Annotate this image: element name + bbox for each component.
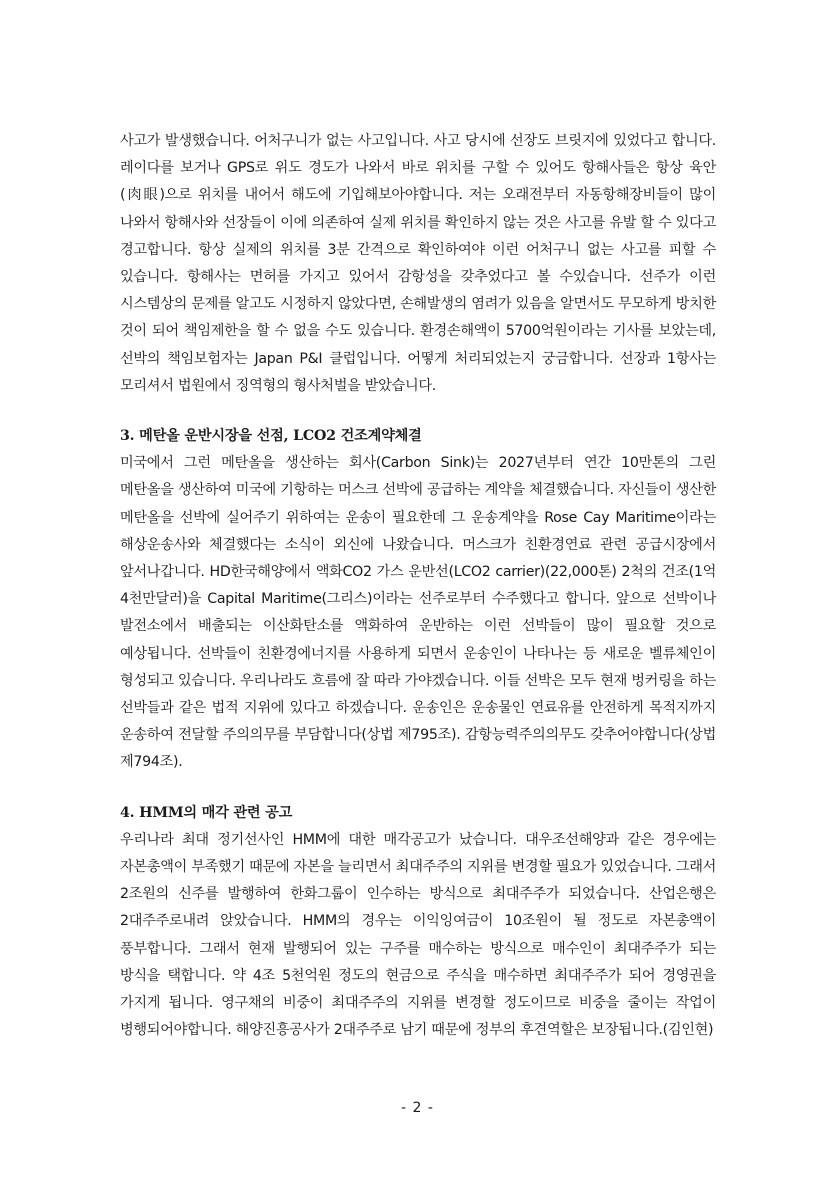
section-gap [120,777,716,800]
intro-paragraph: 사고가 발생했습니다. 어처구니가 없는 사고입니다. 사고 당시에 선장도 브릿지에 있었다고 합니다. 레이다를 보거나 GPS로 위도 경도가 나와서 바로 위치를 구할 수 있어도 항해사들은 항상 육안(肉眼)으로 위치를 내어서 해도에 기입해보아야합니다. 저는 오래전부터 자동항해장비들이 많이 나와서 항해사와 선장들이 이에 의존하여 실제 위치를 확인하지 않는 것은 사고를 유발 할 수 있다고 경고합니다. 항상 실제의 위치를 3분 간격으로 확인하여야 이런 어처구니 없는 사고를 피할 수 있습니다. 항해사는 면허를 가지고 있어서 감항성을 갖추었다고 볼 수있습니다. 선주가 이런 시스템상의 문제를 알고도 시정하지 않았다면, 손해발생의 염려가 있음을 알면서도 무모하게 방치한 것이 되어 책임제한을 할 수 없을 수도 있습니다. 환경손해액이 5700억원이라는 기사를 보았는데, 선박의 책임보험자는 Japan P&I 클럽입니다. 어떻게 처리되었는지 궁금합니다. 선장과 1항사는 모리셔서 법원에서 징역형의 형사처벌을 받았습니다. [120,133,716,394]
document-body [120,128,716,1045]
section-4-heading: 4. HMM의 매각 관련 공고 [120,804,293,821]
section-gap [120,400,716,423]
page-number: - 2 - [401,1100,434,1116]
section-3-paragraph: 미국에서 그런 메탄올을 생산하는 회사(Carbon Sink)는 2027년부터 연간 10만톤의 그린 메탄올을 생산하여 미국에 기항하는 머스크 선박에 공급하는 계약을 체결했습니다. 자신들이 생산한 메탄올을 선박에 실어주기 위하여는 운송이 필요한데 그 운송계약을 Rose Cay Maritime이라는 해상운송사와 체결했다는 소식이 외신에 나왔습니다. 머스크가 친환경연료 관련 공급시장에서 앞서나갑니다. HD한국해양에서 액화CO2 가스 운반선(LCO2 carrier)(22,000톤) 2척의 건조(1억 4천만달러)을 Capital Maritime(그리스)이라는 선주로부터 수주했다고 합니다. 앞으로 선박이나 발전소에서 배출되는 이산화탄소를 액화하여 운반하는 이런 선박들이 많이 필요할 것으로 예상됩니다. 선박들이 친환경에너지를 사용하게 되면서 운송인이 나타나는 등 새로운 벨류체인이 형성되고 있습니다. 우리나라도 흐름에 잘 따라 가야겠습니다. 이들 선박은 모두 현재 벙커링을 하는 선박들과 같은 법적 지위에 있다고 하겠습니다. 운송인은 운송물인 연료유를 안전하게 목적지까지 운송하여 전달할 주의의무를 부담합니다(상법 제795조). 감항능력주의의무도 갖추어야합니다(상법 제794조). [120,455,716,771]
section-4-paragraph: 우리나라 최대 정기선사인 HMM에 대한 매각공고가 났습니다. 대우조선해양과 같은 경우에는 자본총액이 부족했기 때문에 자본을 늘리면서 최대주주의 지위를 변경할 필요가 있었습니다. 그래서 2조원의 신주를 발행하여 한화그룹이 인수하는 방식으로 최대주주가 되었습니다. 산업은행은 2대주주로내려 앉았습니다. HMM의 경우는 이익잉여금이 10조원이 될 정도로 자본총액이 풍부합니다. 그래서 현재 발행되어 있는 구주를 매수하는 방식으로 매수인이 최대주주가 되는 방식을 택합니다. 약 4조 5천억원 정도의 현금으로 주식을 매수하면 최대주주가 되어 경영권을 가지게 됩니다. 영구채의 비중이 최대주주의 지위를 변경할 정도이므로 비중을 줄이는 작업이 병행되어야합니다. 해양진흥공사가 2대주주로 남기 때문에 정부의 후견역할은 보장됩니다.(김인현) [120,831,716,1039]
section-3-heading: 3. 메탄올 운반시장을 선점, LCO2 건조계약체결 [120,428,422,445]
